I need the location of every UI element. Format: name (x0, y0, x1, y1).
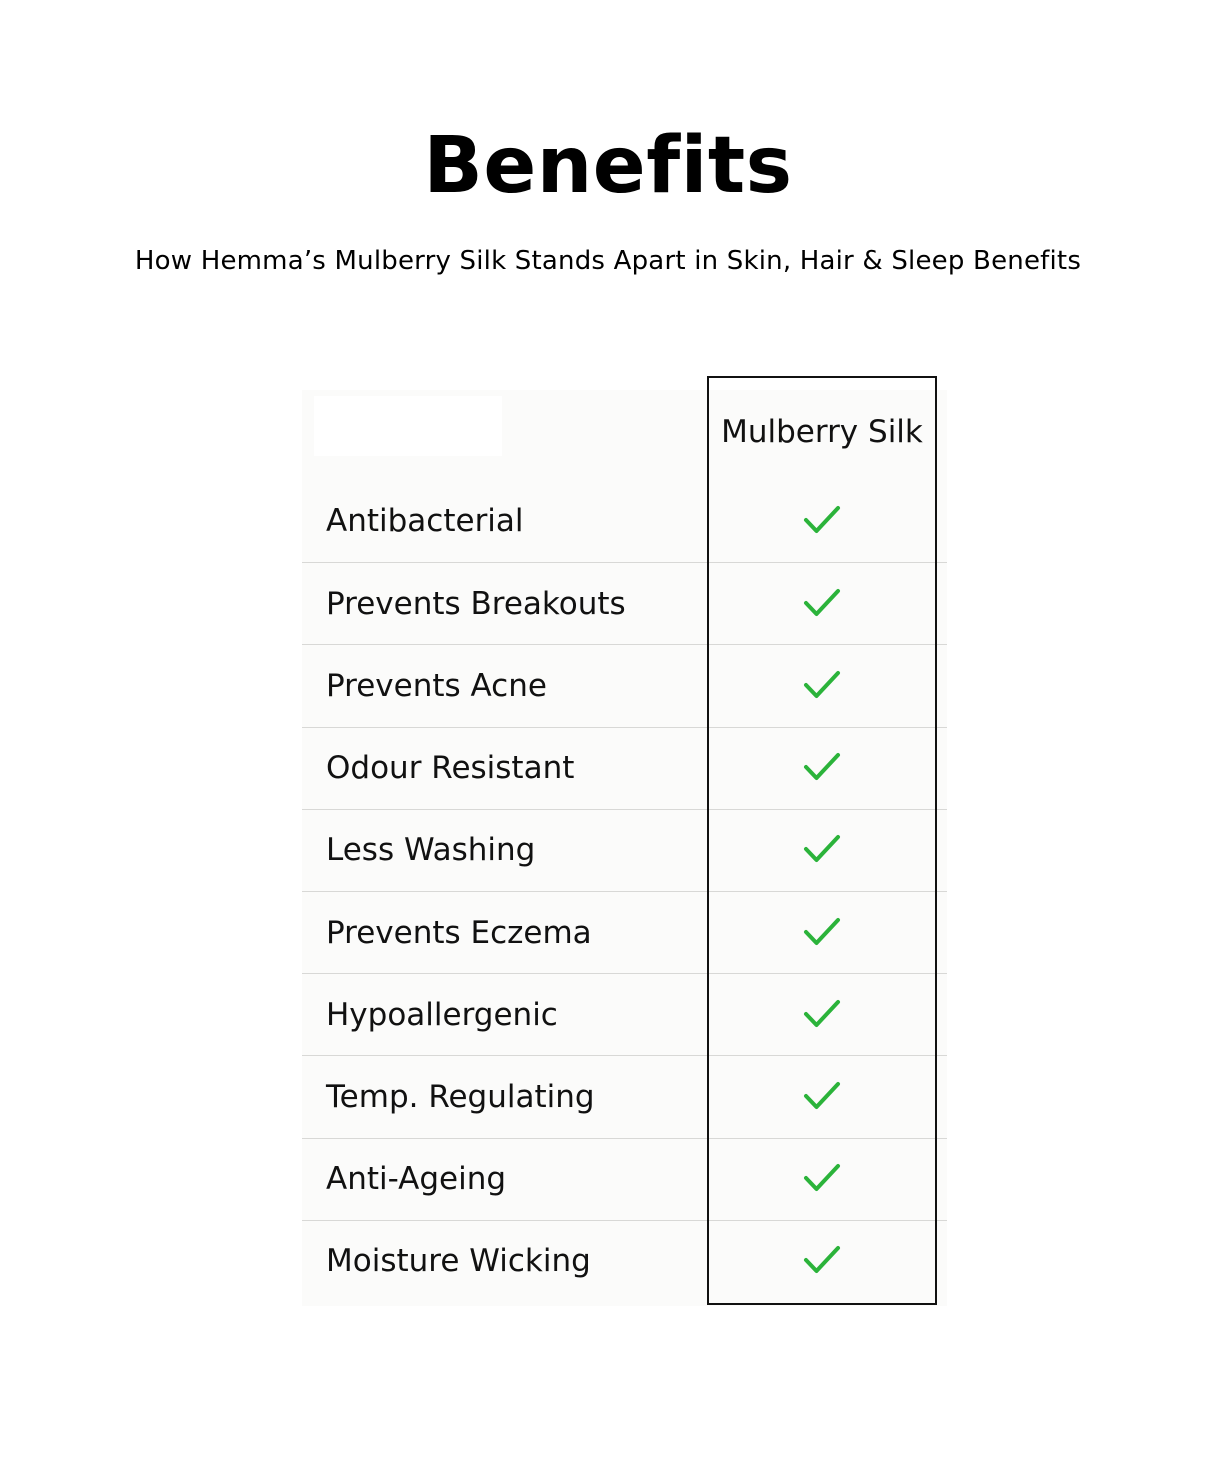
check-icon (802, 1244, 842, 1276)
benefit-label: Odour Resistant (326, 750, 575, 787)
table-header-row (302, 390, 947, 480)
column-header-mulberry-silk: Mulberry Silk (721, 414, 923, 450)
table-row (302, 1138, 947, 1220)
comparison-table (302, 390, 947, 1306)
benefit-label: Hypoallergenic (326, 996, 558, 1033)
check-icon (802, 998, 842, 1030)
check-icon (802, 1080, 842, 1112)
benefit-label: Prevents Breakouts (326, 585, 626, 622)
table-row (302, 891, 947, 973)
table-row (302, 644, 947, 726)
benefit-label: Moisture Wicking (326, 1243, 591, 1280)
page-title: Benefits (423, 121, 793, 211)
check-icon (802, 833, 842, 865)
check-icon (802, 916, 842, 948)
table-row (302, 1055, 947, 1137)
table-row (302, 562, 947, 644)
check-icon (802, 587, 842, 619)
header-blank-cell (314, 396, 502, 456)
table-row (302, 1220, 947, 1302)
table-row (302, 727, 947, 809)
table-row (302, 809, 947, 891)
benefit-label: Antibacterial (326, 503, 524, 540)
table-body (302, 480, 947, 1302)
page-subtitle: How Hemma’s Mulberry Silk Stands Apart in Skin, Hair & Sleep Benefits (134, 246, 1082, 276)
benefit-label: Anti-Ageing (326, 1161, 507, 1198)
table-row (302, 973, 947, 1055)
benefit-label: Less Washing (326, 832, 536, 869)
benefit-label: Temp. Regulating (326, 1078, 595, 1115)
check-icon (802, 504, 842, 536)
benefit-label: Prevents Acne (326, 667, 547, 704)
benefit-label: Prevents Eczema (326, 914, 592, 951)
check-icon (802, 669, 842, 701)
check-icon (802, 1162, 842, 1194)
table-row (302, 480, 947, 562)
check-icon (802, 751, 842, 783)
